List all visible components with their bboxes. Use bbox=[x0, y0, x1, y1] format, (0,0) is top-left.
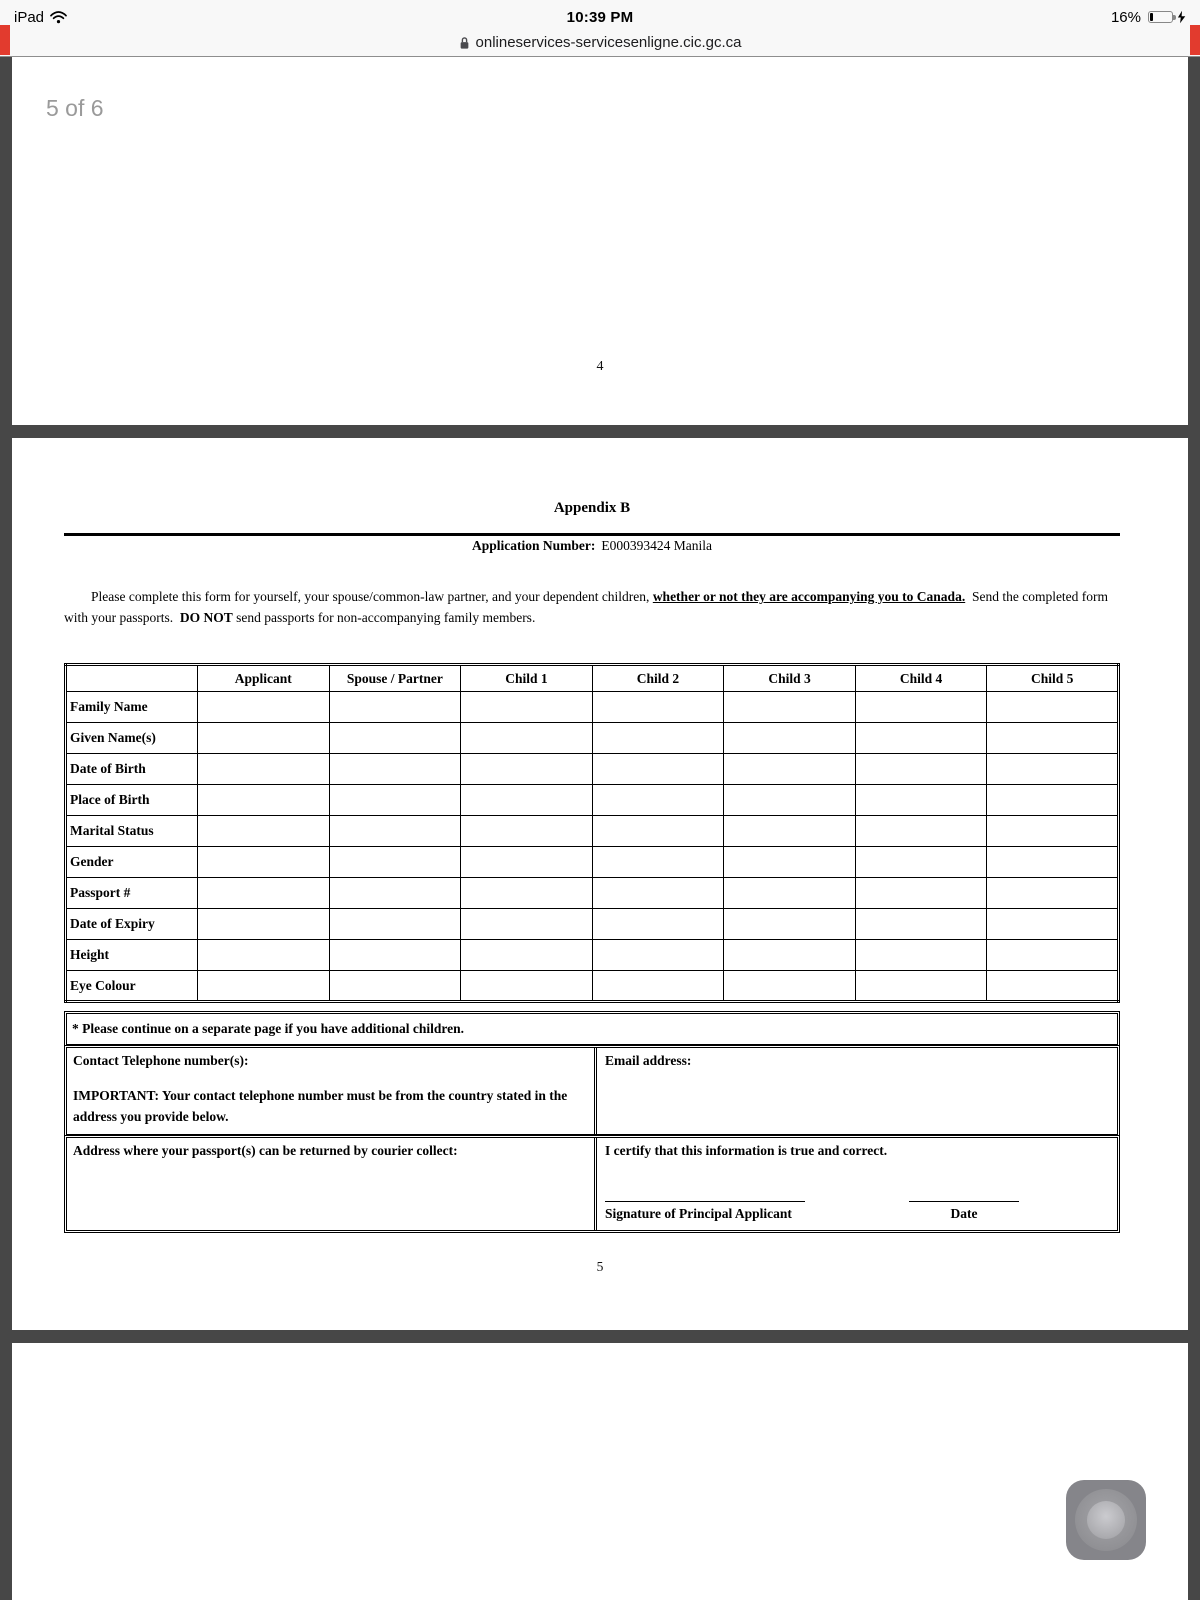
appendix-b-form bbox=[64, 500, 1120, 1233]
table-cell bbox=[461, 847, 593, 878]
table-cell bbox=[329, 785, 461, 816]
signature-label: Signature of Principal Applicant bbox=[605, 1206, 792, 1221]
table-cell bbox=[329, 909, 461, 940]
table-cell bbox=[987, 971, 1119, 1002]
table-cell bbox=[461, 692, 593, 723]
column-header: Child 3 bbox=[724, 665, 856, 692]
wifi-icon bbox=[50, 11, 67, 24]
table-cell bbox=[461, 971, 593, 1002]
page-separator bbox=[0, 425, 1200, 438]
table-cell bbox=[592, 847, 724, 878]
table-cell bbox=[329, 816, 461, 847]
charging-bolt-icon bbox=[1177, 10, 1186, 24]
table-cell bbox=[198, 940, 330, 971]
row-label: Passport # bbox=[66, 878, 198, 909]
table-cell bbox=[198, 816, 330, 847]
address-label: Address where your passport(s) can be returned by courier collect: bbox=[73, 1143, 458, 1158]
passport-table bbox=[64, 663, 1120, 1003]
table-cell bbox=[855, 909, 987, 940]
page4-number: 4 bbox=[596, 359, 604, 374]
column-header: Child 2 bbox=[592, 665, 724, 692]
device-label: iPad bbox=[14, 8, 45, 26]
table-cell bbox=[724, 878, 856, 909]
table-row bbox=[66, 940, 1119, 971]
status-bar bbox=[0, 0, 1200, 30]
table-cell bbox=[592, 692, 724, 723]
column-header: Spouse / Partner bbox=[329, 665, 461, 692]
table-cell bbox=[198, 847, 330, 878]
row-label: Marital Status bbox=[66, 816, 198, 847]
contact-email-section bbox=[64, 1045, 1120, 1137]
table-cell bbox=[592, 816, 724, 847]
table-cell bbox=[329, 754, 461, 785]
table-cell bbox=[198, 754, 330, 785]
footnote: * Please continue on a separate page if you have additional children. bbox=[64, 1011, 1120, 1047]
table-cell bbox=[987, 785, 1119, 816]
table-cell bbox=[855, 878, 987, 909]
column-header: Child 4 bbox=[855, 665, 987, 692]
table-row bbox=[66, 754, 1119, 785]
table-row bbox=[66, 723, 1119, 754]
intro-text-2: Send the completed form with your passports. bbox=[64, 589, 1112, 625]
intro-paragraph bbox=[64, 567, 1120, 648]
table-cell bbox=[461, 909, 593, 940]
table-cell bbox=[198, 723, 330, 754]
important-note: IMPORTANT: Your contact telephone number must be from the country stated in the address you provide below. bbox=[73, 1087, 568, 1125]
table-cell bbox=[855, 754, 987, 785]
table-cell bbox=[592, 971, 724, 1002]
corner-cell bbox=[66, 665, 198, 692]
table-cell bbox=[724, 692, 856, 723]
table-cell bbox=[724, 971, 856, 1002]
signature-block bbox=[605, 1201, 805, 1222]
table-cell bbox=[724, 723, 856, 754]
page-indicator: 5 of 6 bbox=[46, 95, 104, 121]
table-row bbox=[66, 692, 1119, 723]
table-cell bbox=[329, 692, 461, 723]
lock-icon bbox=[459, 36, 470, 50]
url-domain: onlineservices-servicesenligne.cic.gc.ca bbox=[475, 34, 742, 51]
table-cell bbox=[987, 847, 1119, 878]
table-cell bbox=[198, 692, 330, 723]
battery-icon bbox=[1148, 11, 1173, 23]
table-cell bbox=[461, 940, 593, 971]
date-block bbox=[909, 1201, 1019, 1222]
row-label: Given Name(s) bbox=[66, 723, 198, 754]
table-cell bbox=[329, 878, 461, 909]
signature-row bbox=[605, 1201, 1019, 1222]
table-cell bbox=[198, 971, 330, 1002]
table-cell bbox=[198, 909, 330, 940]
table-cell bbox=[461, 723, 593, 754]
table-cell bbox=[198, 785, 330, 816]
table-cell bbox=[724, 754, 856, 785]
pdf-page-4 bbox=[12, 57, 1188, 425]
assistive-touch-center bbox=[1087, 1501, 1125, 1539]
table-cell bbox=[461, 816, 593, 847]
table-cell bbox=[592, 909, 724, 940]
table-cell bbox=[198, 878, 330, 909]
table-cell bbox=[461, 878, 593, 909]
table-cell bbox=[592, 785, 724, 816]
page-edge-accent-left bbox=[0, 25, 10, 55]
table-row bbox=[66, 847, 1119, 878]
table-cell bbox=[987, 754, 1119, 785]
table-cell bbox=[855, 847, 987, 878]
table-cell bbox=[461, 754, 593, 785]
table-cell bbox=[855, 971, 987, 1002]
page-edge-accent-right bbox=[1190, 25, 1200, 55]
table-cell bbox=[592, 754, 724, 785]
table-row bbox=[66, 909, 1119, 940]
intro-text-3: send passports for non-accompanying family members. bbox=[232, 609, 536, 625]
email-cell bbox=[597, 1048, 1117, 1134]
clock: 10:39 PM bbox=[566, 8, 634, 26]
page-separator bbox=[0, 1330, 1200, 1343]
passport-table-body bbox=[66, 692, 1119, 1002]
divider-rule bbox=[64, 533, 1120, 536]
table-cell bbox=[855, 723, 987, 754]
intro-text-1: Please complete this form for yourself, your spouse/common-law partner, and your dependent children, bbox=[91, 589, 653, 605]
intro-emphasis: whether or not they are accompanying you to Canada. bbox=[652, 589, 966, 605]
table-cell bbox=[329, 723, 461, 754]
date-line bbox=[909, 1201, 1019, 1202]
row-label: Place of Birth bbox=[66, 785, 198, 816]
column-header: Child 1 bbox=[461, 665, 593, 692]
table-cell bbox=[855, 816, 987, 847]
table-cell bbox=[987, 940, 1119, 971]
table-cell bbox=[855, 785, 987, 816]
table-row bbox=[66, 785, 1119, 816]
browser-chrome bbox=[0, 0, 1200, 57]
address-cell bbox=[67, 1138, 597, 1230]
table-cell bbox=[987, 878, 1119, 909]
row-label: Eye Colour bbox=[66, 971, 198, 1002]
table-cell bbox=[987, 692, 1119, 723]
doc-title: Appendix B bbox=[553, 500, 631, 516]
application-number-label: Application Number: bbox=[471, 538, 596, 553]
certify-cell bbox=[597, 1138, 1117, 1230]
assistive-touch-ring bbox=[1075, 1489, 1137, 1551]
table-cell bbox=[987, 816, 1119, 847]
address-certify-section bbox=[64, 1135, 1120, 1233]
table-cell bbox=[724, 816, 856, 847]
table-cell bbox=[987, 909, 1119, 940]
battery-percent: 16% bbox=[1110, 8, 1141, 26]
row-label: Date of Birth bbox=[66, 754, 198, 785]
table-cell bbox=[329, 847, 461, 878]
table-cell bbox=[592, 723, 724, 754]
row-label: Height bbox=[66, 940, 198, 971]
url-bar[interactable] bbox=[0, 30, 1200, 55]
certify-statement: I certify that this information is true and correct. bbox=[605, 1143, 888, 1158]
table-cell bbox=[329, 940, 461, 971]
table-cell bbox=[855, 692, 987, 723]
date-label: Date bbox=[950, 1206, 978, 1221]
table-cell bbox=[855, 940, 987, 971]
table-row bbox=[66, 816, 1119, 847]
assistive-touch-button[interactable] bbox=[1066, 1480, 1146, 1560]
table-cell bbox=[592, 940, 724, 971]
table-cell bbox=[461, 785, 593, 816]
contact-telephone-cell bbox=[67, 1048, 597, 1134]
pdf-page-5 bbox=[12, 438, 1188, 1330]
table-row bbox=[66, 878, 1119, 909]
table-cell bbox=[329, 971, 461, 1002]
application-number bbox=[64, 538, 1120, 554]
column-header: Child 5 bbox=[987, 665, 1119, 692]
table-header-row bbox=[66, 665, 1119, 692]
signature-line bbox=[605, 1201, 805, 1202]
email-label: Email address: bbox=[605, 1053, 692, 1068]
table-cell bbox=[724, 940, 856, 971]
table-cell bbox=[987, 723, 1119, 754]
table-cell bbox=[592, 878, 724, 909]
contact-telephone-label: Contact Telephone number(s): bbox=[73, 1053, 249, 1068]
page5-number: 5 bbox=[596, 1259, 604, 1274]
row-label: Date of Expiry bbox=[66, 909, 198, 940]
application-number-value: E000393424 Manila bbox=[601, 538, 712, 553]
table-cell bbox=[724, 847, 856, 878]
row-label: Gender bbox=[66, 847, 198, 878]
table-row bbox=[66, 971, 1119, 1002]
column-header: Applicant bbox=[198, 665, 330, 692]
pdf-page-6 bbox=[12, 1343, 1188, 1600]
row-label: Family Name bbox=[66, 692, 198, 723]
table-cell bbox=[724, 785, 856, 816]
table-cell bbox=[724, 909, 856, 940]
intro-do-not: DO NOT bbox=[179, 609, 233, 625]
